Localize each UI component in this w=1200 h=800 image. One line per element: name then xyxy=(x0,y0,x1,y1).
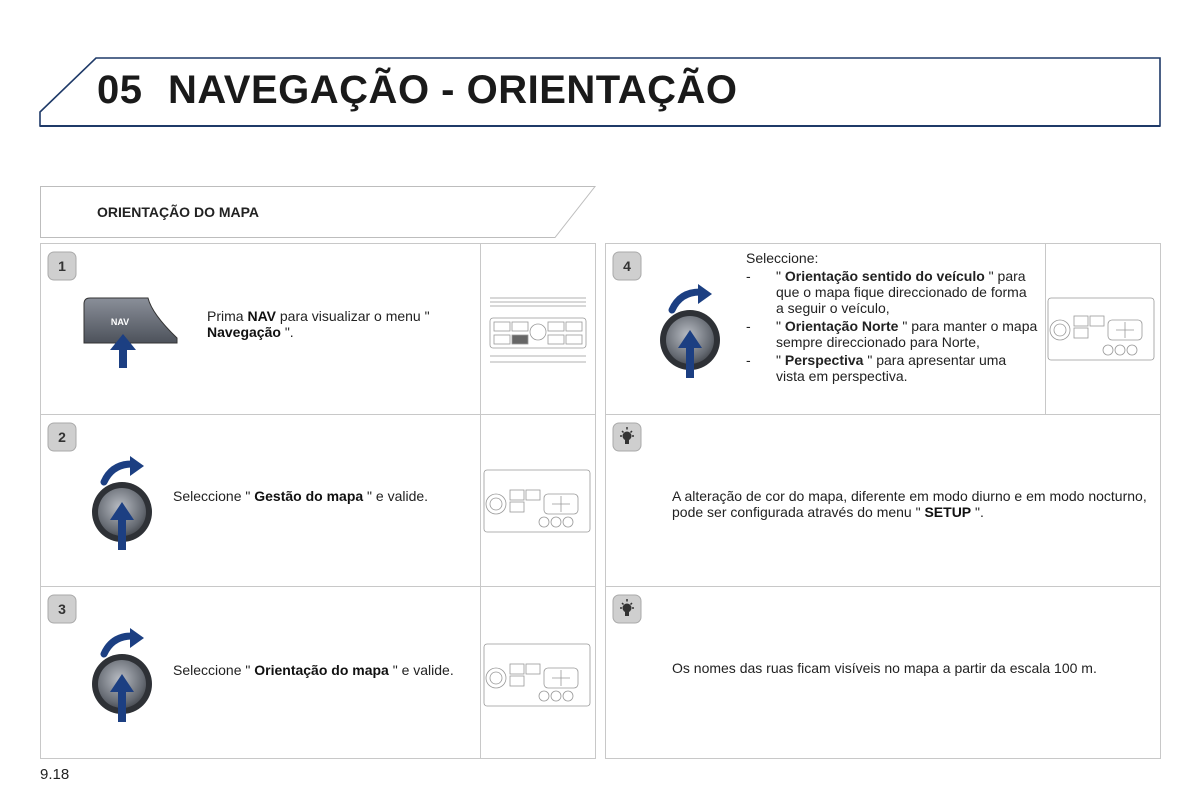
step-2-badge xyxy=(47,422,77,452)
tip-2-text: Os nomes das ruas ficam visíveis no mapa a partir da escala 100 m. xyxy=(672,660,1097,676)
option-vehicle-direction: - " Orientação sentido do veículo " para que o mapa fique direccionado de forma a seguir o veículo, xyxy=(746,268,1027,316)
rotary-knob-icon xyxy=(86,628,158,724)
row-divider xyxy=(605,586,1161,587)
image-column-divider xyxy=(480,243,481,759)
svg-text:3: 3 xyxy=(58,601,66,617)
section-title: ORIENTAÇÃO DO MAPA xyxy=(97,204,260,220)
rotary-knob-icon xyxy=(654,284,726,380)
page-title: NAVEGAÇÃO - ORIENTAÇÃO xyxy=(168,68,738,112)
step-4-intro: Seleccione: xyxy=(746,250,819,266)
svg-text:4: 4 xyxy=(623,258,631,274)
step-4-badge xyxy=(612,251,642,281)
row-divider xyxy=(40,414,596,415)
step-3-text: Seleccione " Orientação do mapa " e valide. xyxy=(173,662,454,678)
option-perspective: - " Perspectiva " para apresentar uma vista em perspectiva. xyxy=(746,352,1007,384)
page-number: 9.18 xyxy=(40,766,70,783)
svg-text:2: 2 xyxy=(58,429,66,445)
svg-text:1: 1 xyxy=(58,258,66,274)
svg-text:NAV: NAV xyxy=(110,317,130,327)
rotary-knob-icon xyxy=(86,456,158,552)
step-1-text: Prima NAV para visualizar o menu " Navegação ". xyxy=(207,308,430,340)
nav-button-illustration xyxy=(78,294,182,370)
row-divider xyxy=(40,586,596,587)
option-north: - " Orientação Norte " para manter o mapa sempre direccionado para Norte, xyxy=(746,318,1038,350)
radio-unit-knob-image xyxy=(1046,294,1156,364)
row-divider xyxy=(605,414,1161,415)
radio-unit-knob-image xyxy=(482,466,592,536)
step-3-badge xyxy=(47,594,77,624)
tip-bulb-icon xyxy=(612,594,642,624)
step-2-text: Seleccione " Gestão do mapa " e valide. xyxy=(173,488,429,504)
step-4-options xyxy=(746,268,1038,386)
tip-bulb-icon xyxy=(612,422,642,452)
tip-1-text: A alteração de cor do mapa, diferente em modo diurno e em modo nocturno, pode ser configurada através do menu " SETUP ". xyxy=(672,488,1147,520)
radio-unit-knob-image xyxy=(482,640,592,710)
radio-unit-nav-image xyxy=(486,292,590,370)
chapter-number: 05 xyxy=(97,68,143,112)
step-1-badge xyxy=(47,251,77,281)
